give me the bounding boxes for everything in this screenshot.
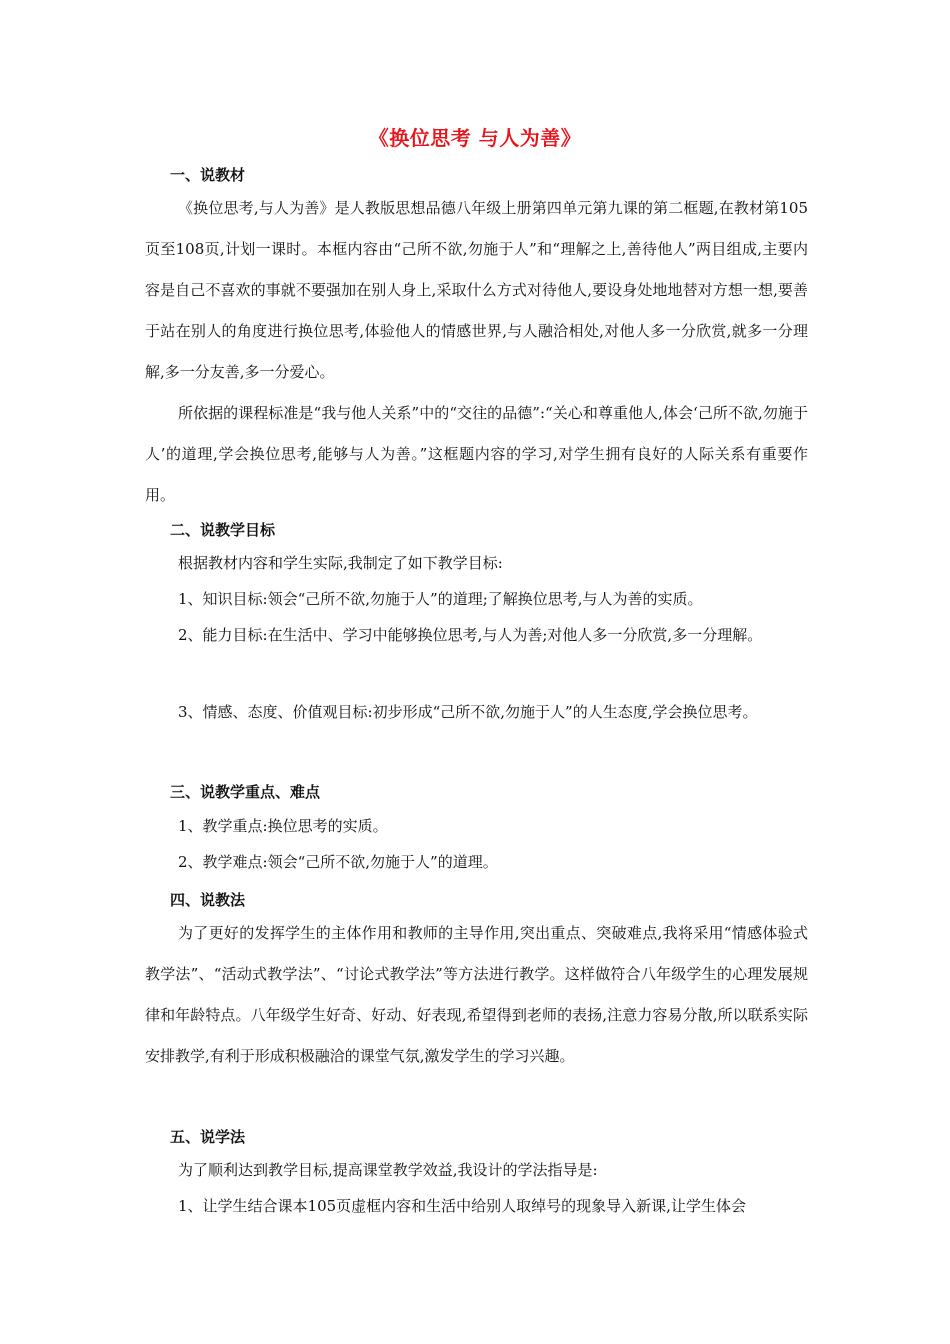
document-title: 《换位思考 与人为善》 (368, 126, 582, 150)
section-1-paragraph-1: 《换位思考,与人为善》是人教版思想品德八年级上册第四单元第九课的第二框题,在教材第105页至108页,计划一课时。本框内容由“己所不欲,勿施于人”和“理解之上,善待他人”两目组成,主要内容是自己不喜欢的事就不要强加在别人身上,采取什么方式对待他人,要设身处地地替对方想一想,要善于站在别人的角度进行换位思考,体验他人的情感世界,与人融洽相处,对他人多一分欣赏,就多一分理解,多一分友善,多一分爱心。 (145, 199, 808, 381)
section-heading-4: 四、说教法 (170, 891, 246, 909)
section-heading-1: 一、说教材 (170, 166, 246, 184)
section-heading-3: 三、说教学重点、难点 (170, 783, 321, 801)
section-heading-5: 五、说学法 (170, 1128, 246, 1146)
section-3-item-2: 2、教学难点:领会“己所不欲,勿施于人”的道理。 (178, 853, 498, 871)
section-1-paragraph-2: 所依据的课程标准是“我与他人关系”中的“交往的品德”:“关心和尊重他人,体会‘己所不欲,勿施于人’的道理,学会换位思考,能够与人为善。”这框题内容的学习,对学生拥有良好的人际关系有重要作用。 (145, 404, 808, 504)
section-3-item-1: 1、教学重点:换位思考的实质。 (178, 817, 388, 835)
section-2-item-3: 3、情感、态度、价值观目标:初步形成“己所不欲,勿施于人”的人生态度,学会换位思考。 (178, 703, 758, 721)
section-2-item-1: 1、知识目标:领会“己所不欲,勿施于人”的道理;了解换位思考,与人为善的实质。 (178, 590, 703, 608)
section-5-intro: 为了顺利达到教学目标,提高课堂教学效益,我设计的学法指导是: (178, 1161, 598, 1179)
section-4-paragraph-1: 为了更好的发挥学生的主体作用和教师的主导作用,突出重点、突破难点,我将采用“情感体验式教学法”、“活动式教学法”、“讨论式教学法”等方法进行教学。这样做符合八年级学生的心理发展规律和年龄特点。八年级学生好奇、好动、好表现,希望得到老师的表扬,注意力容易分散,所以联系实际安排教学,有利于形成积极融洽的课堂气氛,激发学生的学习兴趣。 (145, 924, 808, 1065)
section-heading-2: 二、说教学目标 (170, 521, 276, 539)
section-5-item-1: 1、让学生结合课本105页虚框内容和生活中给别人取绰号的现象导入新课,让学生体会 (178, 1197, 746, 1215)
section-2-intro: 根据教材内容和学生实际,我制定了如下教学目标: (178, 554, 503, 572)
section-2-item-2: 2、能力目标:在生活中、学习中能够换位思考,与人为善;对他人多一分欣赏,多一分理解。 (178, 626, 763, 644)
